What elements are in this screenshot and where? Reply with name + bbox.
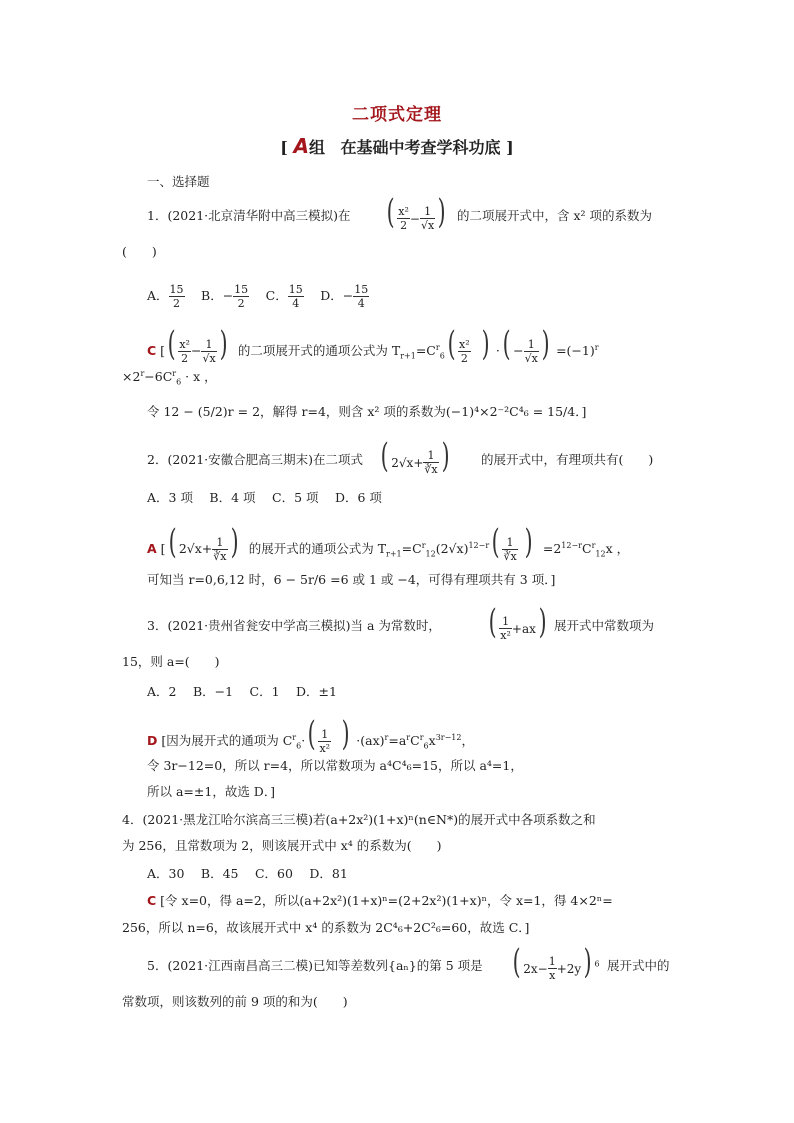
subtitle-text: 在基础中考查学科功底 [340,138,501,157]
q2-tail: 的展开式中，有理项共有( ) [481,452,654,467]
q1-answer: C [147,343,157,358]
q1-paren: ( ) [122,244,157,259]
q4-answer: C [147,893,157,908]
page-title: 二项式定理 [352,105,442,125]
q1-solution-line1: C [( $\frac{\text{x²}}{2}$ − $\frac{1}{√x}$ ) 的二项展开式的通项公式为 $T_{r+1}=C^r_6$( $\frac{\text{x²}}{2}$ ) ·( − $\frac{1}{√x}$ ) $=(-1)^r$ [147,324,599,365]
q3-head2: 15，则 a=( ) [122,654,220,669]
section-subtitle [0,134,794,158]
q2-answer: A [147,541,157,556]
q3-tail: 展开式中常数项为 [554,618,655,633]
q3-solution-line1: D [因为展开式的通项为 $C^r_6\cdot$( $\frac{1}{\text{x²}}$ ) $\cdot(ax)^r=a^rC^r_6x^{3r-12}$， [147,714,474,755]
q2-solution-line1: A [( 2√x+ $\frac{1}{∛x}$ ) 的展开式的通项公式为 $T_{r+1}=C^r_{12}(2√x)^{12-r}$( $\frac{1}{∛x}$ ) $=2^{12-r}C^r_{12}x$ ， [147,522,630,563]
bracket-left: [ [280,138,288,157]
q1-expression: ( $\frac{\text{x²}}{2}$ − $\frac{1}{√x}$ ) [386,192,446,232]
q4-head: 4．(2021·黑龙江哈尔滨高三三模)若(a+2x²)(1+x)ⁿ(n∈N*)的展开式中各项系数之和 [122,812,596,827]
q2-head: 2．(2021·安徽合肥高三期末)在二项式 [147,452,363,467]
q4-options: A．30 B．45 C．60 D．81 [147,866,348,881]
section-heading: 一、选择题 [147,174,210,189]
q2-options: A．3 项 B．4 项 C．5 项 D．6 项 [147,490,382,505]
q3-expression: ( $\frac{1}{\text{x²}}$ +ax) [488,602,547,642]
group-suffix: 组 [308,138,325,157]
q4-solution-line1: C [令 x=0，得 a=2，所以(a+2x²)(1+x)ⁿ=(2+2x²)(1+x)ⁿ，令 x=1，得 4×2ⁿ= [147,893,613,908]
q3-options: A．2 B．−1 C．1 D．±1 [147,684,337,699]
q5-expression: ( 2x− $\frac{1}{x}$ +2y) $^6$ [512,942,600,982]
q1-tail: 的二项展开式中，含 x² 项的系数为 [457,208,653,223]
q3-head: 3．(2021·贵州省瓮安中学高三模拟)当 a 为常数时， [147,618,441,633]
q5-tail: 展开式中的 [607,958,670,973]
q1-solution-line3: 令 12 − (5/2)r = 2，解得 r=4，则含 x² 项的系数为(−1)⁴×2⁻²C⁴₆ = 15/4．] [147,404,587,419]
q2-solution-line2: 可知当 r=0,6,12 时，6 − 5r/6 =6 或 1 或 −4，可得有理项共有 3 项．] [147,572,556,587]
q1-options: A． $\frac{15}{2}$ B．− $\frac{15}{2}$ C． $\frac{15}{4}$ D．− $\frac{15}{4}$ [147,283,369,310]
q1-solution-line2: $\times 2^r-6C^r_6 \cdot x$ ， [122,369,217,387]
q4-solution-line2: 256，所以 n=6，故该展开式中 x⁴ 的系数为 2C⁴₆+2C²₆=60，故选 C．] [122,920,530,935]
q3-solution-line3: 所以 a=±1，故选 D．] [147,784,275,799]
q2-expression: ( 2√x+ $\frac{1}{∛x}$ ) [380,436,450,476]
bracket-right: ] [506,138,514,157]
q5-head: 5．(2021·江西南昌高三二模)已知等差数列{aₙ}的第 5 项是 [147,958,483,973]
q3-answer: D [147,733,158,748]
q3-solution-line2: 令 3r−12=0，所以 r=4，所以常数项为 a⁴C⁴₆=15，所以 a⁴=1， [147,758,523,773]
group-letter: A [293,134,309,158]
q5-head2: 常数项，则该数列的前 9 项的和为( ) [122,994,348,1009]
q1-head: 1．(2021·北京清华附中高三模拟)在 [147,208,351,223]
q4-head2: 为 256，且常数项为 2，则该展开式中 x⁴ 的系数为( ) [122,838,442,853]
